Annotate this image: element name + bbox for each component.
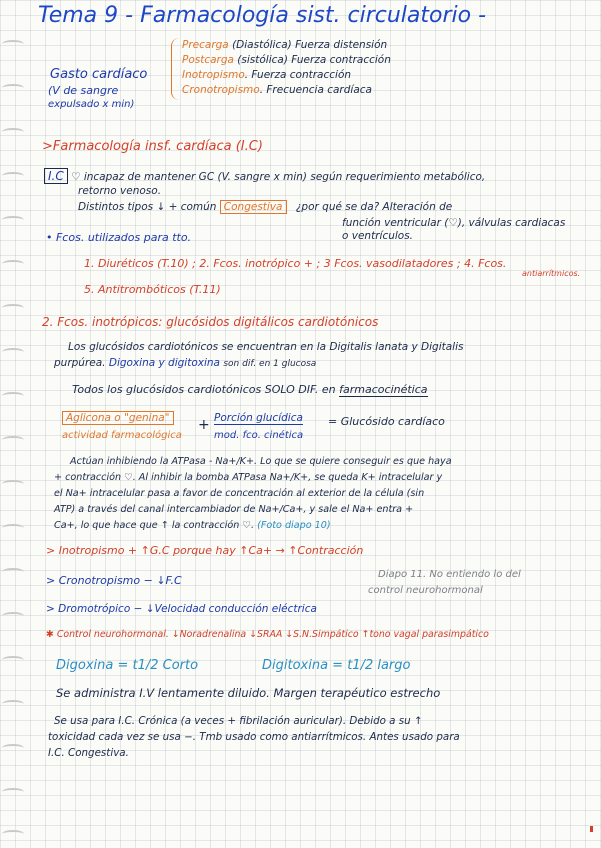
gasto-label: Gasto cardíaco — [50, 67, 148, 82]
mechanism-line5: Ca+, lo que hace que ↑ la contracción ♡. (Foto diapo 10) — [54, 520, 331, 531]
section1-heading: >Farmacología insf. cardíaca (I.C) — [42, 139, 263, 154]
mechanism-line4: ATP) a través del canal intercambiador de Na+/Ca+, y sale el Na+ entra + — [54, 504, 414, 515]
ic-line5: o ventrículos. — [342, 230, 414, 242]
aglicona-label: Aglicona o "genina" — [62, 413, 174, 424]
diapo-note-line1: Diapo 11. No entiendo lo del — [378, 569, 521, 580]
farmacos-header: • Fcos. utilizados para tto. — [46, 231, 192, 244]
glucosido-result: = Glucósido cardíaco — [328, 415, 445, 428]
gasto-item-4: Cronotropismo. Frecuencia cardíaca — [182, 84, 372, 96]
ic-line3: Distintos tipos ↓ + común Congestiva ¿por qué se da? Alteración de — [78, 201, 453, 213]
inotropismo-line: > Inotropismo + ↑G.C porque hay ↑Ca+ → ↑Contracción — [46, 544, 364, 557]
mechanism-line1: Actúan inhibiendo la ATPasa - Na+/K+. Lo que se quiere conseguir es que haya — [70, 456, 452, 467]
aglicona-desc: actividad farmacológica — [62, 430, 182, 441]
glucosidos-line1: Los glucósidos cardiotónicos se encuentran en la Digitalis lanata y Digitalis — [68, 341, 464, 353]
gasto-sub2: expulsado x min) — [48, 99, 135, 110]
orange-brace — [171, 38, 180, 100]
ic-definition: I.C ♡ incapaz de mantener GC (V. sangre x min) según requerimiento metabólico, — [44, 170, 485, 183]
digitoxina-halflife: Digitoxina = t1/2 largo — [262, 658, 411, 673]
farmacos-list1: 1. Diuréticos (T.10) ; 2. Fcos. inotrópico + ; 3 Fcos. vasodilatadores ; 4. Fcos. — [84, 257, 507, 270]
section2-heading: 2. Fcos. inotrópicos: glucósidos digitálicos cardiotónicos — [42, 315, 379, 329]
uso-line1: Se usa para I.C. Crónica (a veces + fibrilación auricular). Debido a su ↑ — [54, 715, 423, 727]
gasto-sub1: (V de sangre — [48, 84, 119, 97]
gasto-item-2: Postcarga (sistólica) Fuerza contracción — [182, 54, 391, 66]
glucosidos-line3: Todos los glucósidos cardiotónicos SOLO DIF. en farmacocinética — [72, 383, 428, 396]
cronotropismo-line: > Cronotropismo − ↓F.C — [46, 574, 182, 587]
gasto-item-3: Inotropismo. Fuerza contracción — [182, 69, 352, 81]
porcion-label: Porción glucídica — [214, 412, 303, 424]
farmacos-list2: 5. Antitrombóticos (T.11) — [84, 283, 221, 296]
porcion-desc: mod. fco. cinética — [214, 430, 304, 441]
plus-sign: + — [198, 417, 210, 433]
diapo-note-line2: control neurohormonal — [368, 585, 483, 596]
uso-line3: I.C. Congestiva. — [48, 747, 129, 759]
dromotropico-line: > Dromotrópico − ↓Velocidad conducción eléctrica — [46, 603, 317, 615]
administration-line: Se administra I.V lentamente diluido. Margen terapéutico estrecho — [56, 686, 441, 700]
page-title: Tema 9 - Farmacología sist. circulatorio - — [38, 3, 487, 28]
corner-mark — [590, 826, 593, 832]
uso-line2: toxicidad cada vez se usa −. Tmb usado como antiarrítmicos. Antes usado para — [48, 731, 460, 743]
bleed-through-text — [438, 10, 442, 22]
mechanism-line3: el Na+ intracelular pasa a favor de concentración al exterior de la célula (sin — [54, 488, 425, 499]
gasto-item-1: Precarga (Diastólica) Fuerza distensión — [182, 39, 388, 51]
ic-line2: retorno venoso. — [78, 185, 162, 197]
farmacos-list1b: antiarrítmicos. — [522, 269, 581, 278]
control-neurohormonal-line: ✱ Control neurohormonal. ↓Noradrenalina ↓SRAA ↓S.N.Simpático ↑tono vagal parasimpático — [46, 629, 489, 640]
digoxina-halflife: Digoxina = t1/2 Corto — [56, 658, 199, 673]
glucosidos-line2: purpúrea. Digoxina y digitoxina son dif. en 1 glucosa — [54, 357, 317, 369]
ic-line4: función ventricular (♡), válvulas cardiacas — [342, 217, 566, 229]
mechanism-line2: + contracción ♡. Al inhibir la bomba ATPasa Na+/K+, se queda K+ intracelular y — [54, 472, 443, 483]
